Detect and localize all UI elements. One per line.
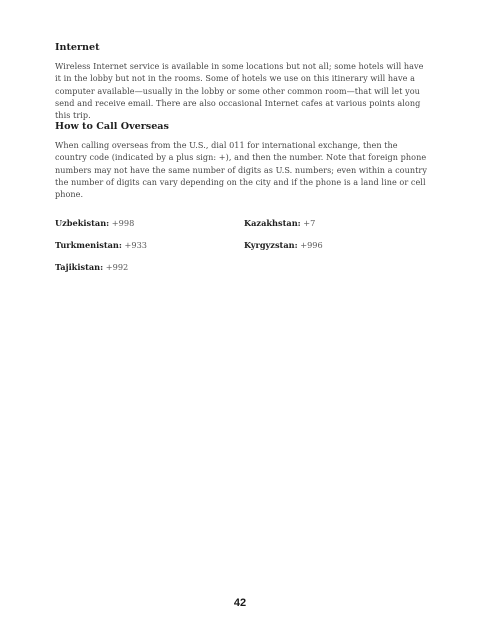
page-number: 42 (233, 597, 247, 609)
country-name: Kyrgyzstan: (244, 240, 298, 250)
country-name: Turkmenistan: (55, 240, 122, 250)
internet-heading: Internet (55, 42, 100, 53)
country-code: +992 (105, 262, 129, 272)
internet-section (55, 42, 427, 121)
country-code: +933 (124, 240, 147, 250)
country-name: Uzbekistan: (55, 218, 110, 228)
overseas-heading: How to Call Overseas (55, 121, 169, 132)
country-name: Kazakhstan: (244, 218, 301, 228)
country-code: +996 (300, 240, 323, 250)
country-code-entry (55, 261, 128, 273)
country-code-entry (55, 217, 134, 229)
country-name: Tajikistan: (55, 262, 104, 272)
country-code-entry (244, 239, 323, 251)
overseas-section (55, 121, 427, 200)
country-code: +7 (303, 218, 316, 228)
country-code-entry (244, 217, 315, 229)
overseas-paragraph: When calling overseas from the U.S., dial 011 for international exchange, then the country code (indicated by a plus sign: +), and then the number. Note that foreign phone numbers may not have the same number of digits as U.S. numbers; even within a country the number of digits can vary depending on the city and if the phone is a land line or cell phone. (55, 140, 427, 200)
country-code-entry (55, 239, 147, 251)
internet-paragraph: Wireless Internet service is available in some locations but not all; some hotels will have it in the lobby but not in the rooms. Some of hotels we use on this itinerary will have a computer available—usually in the lobby or some other common room—that will let you send and receive email. There are also occasional Internet cafes at various points along this trip. (55, 61, 424, 121)
country-code: +998 (111, 218, 135, 228)
